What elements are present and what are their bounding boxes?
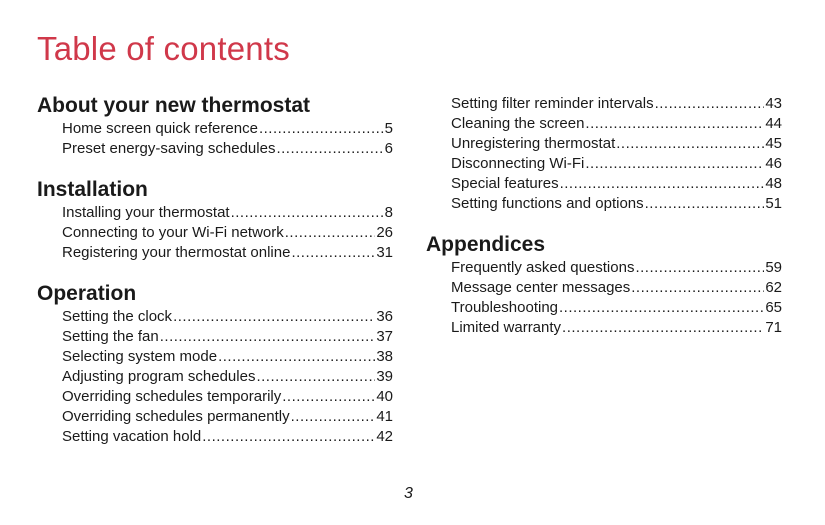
toc-section-installation <box>37 176 393 263</box>
page-title: Table of contents <box>37 30 290 67</box>
entry-page: 31 <box>376 244 393 261</box>
dot-leader <box>276 139 383 159</box>
toc-entry[interactable] <box>451 134 782 154</box>
toc-entry[interactable] <box>62 243 393 263</box>
dot-leader <box>173 307 375 327</box>
entry-page: 46 <box>765 155 782 172</box>
toc-entry[interactable] <box>451 194 782 214</box>
entry-title: Overriding schedules temporarily <box>62 388 282 405</box>
dot-leader <box>160 327 376 347</box>
entry-title: Troubleshooting <box>451 299 559 316</box>
dot-leader <box>291 407 376 427</box>
dot-leader <box>631 278 764 298</box>
toc-entry[interactable] <box>451 298 782 318</box>
page-number: 3 <box>404 485 413 502</box>
dot-leader <box>655 94 765 114</box>
entry-title: Unregistering thermostat <box>451 135 616 152</box>
toc-entry[interactable] <box>62 327 393 347</box>
toc-entry[interactable] <box>451 114 782 134</box>
entry-title: Cleaning the screen <box>451 115 585 132</box>
entry-page: 26 <box>376 224 393 241</box>
entry-page: 51 <box>765 195 782 212</box>
entry-page: 48 <box>765 175 782 192</box>
toc-entry[interactable] <box>451 174 782 194</box>
dot-leader <box>202 427 375 447</box>
dot-leader <box>231 203 384 223</box>
entry-title: Installing your thermostat <box>62 204 230 221</box>
entry-title: Setting the clock <box>62 308 173 325</box>
entry-title: Adjusting program schedules <box>62 368 256 385</box>
toc-entry[interactable] <box>62 119 393 139</box>
toc-left-column <box>37 92 393 464</box>
entry-page: 42 <box>376 428 393 445</box>
entry-title: Preset energy-saving schedules <box>62 140 276 157</box>
entry-title: Special features <box>451 175 559 192</box>
entry-title: Setting vacation hold <box>62 428 202 445</box>
entry-page: 41 <box>376 408 393 425</box>
entry-title: Limited warranty <box>451 319 562 336</box>
entry-title: Home screen quick reference <box>62 120 258 137</box>
dot-leader <box>562 318 764 338</box>
entry-page: 40 <box>376 388 393 405</box>
dot-leader <box>645 194 765 214</box>
dot-leader <box>616 134 764 154</box>
toc-entry[interactable] <box>62 427 393 447</box>
entry-title: Registering your thermostat online <box>62 244 291 261</box>
dot-leader <box>560 174 765 194</box>
entry-title: Disconnecting Wi-Fi <box>451 155 585 172</box>
entry-title: Selecting system mode <box>62 348 218 365</box>
entry-page: 62 <box>765 279 782 296</box>
entry-page: 8 <box>384 204 393 221</box>
section-heading: Installation <box>37 178 148 201</box>
toc-entry[interactable] <box>451 318 782 338</box>
toc-entry[interactable] <box>451 258 782 278</box>
dot-leader <box>585 154 764 174</box>
entry-page: 37 <box>376 328 393 345</box>
toc-entry[interactable] <box>451 154 782 174</box>
dot-leader <box>585 114 764 134</box>
dot-leader <box>256 367 375 387</box>
entry-title: Setting filter reminder intervals <box>451 95 654 112</box>
dot-leader <box>559 298 764 318</box>
dot-leader <box>259 119 384 139</box>
dot-leader <box>285 223 376 243</box>
entry-page: 5 <box>384 120 393 137</box>
entry-title: Setting the fan <box>62 328 159 345</box>
entry-page: 38 <box>376 348 393 365</box>
section-heading: Appendices <box>426 233 546 256</box>
section-heading: Operation <box>37 282 137 305</box>
entry-page: 45 <box>765 135 782 152</box>
toc-entry[interactable] <box>62 407 393 427</box>
toc-entry[interactable] <box>62 223 393 243</box>
toc-entry[interactable] <box>451 278 782 298</box>
entry-page: 39 <box>376 368 393 385</box>
entry-page: 71 <box>765 319 782 336</box>
entry-title: Frequently asked questions <box>451 259 635 276</box>
entry-title: Overriding schedules permanently <box>62 408 290 425</box>
toc-section-appendices <box>426 231 782 338</box>
entry-title: Message center messages <box>451 279 631 296</box>
toc-entry[interactable] <box>62 203 393 223</box>
entry-title: Connecting to your Wi-Fi network <box>62 224 284 241</box>
toc-entry[interactable] <box>62 347 393 367</box>
toc-entry[interactable] <box>62 307 393 327</box>
entry-page: 65 <box>765 299 782 316</box>
toc-section-operation-continued <box>426 94 782 214</box>
toc-entry[interactable] <box>62 387 393 407</box>
entry-page: 44 <box>765 115 782 132</box>
toc-section-about <box>37 92 393 159</box>
entry-page: 6 <box>384 140 393 157</box>
toc-entry[interactable] <box>62 139 393 159</box>
toc-entry[interactable] <box>62 367 393 387</box>
toc-right-column <box>426 94 782 355</box>
entry-title: Setting functions and options <box>451 195 644 212</box>
dot-leader <box>282 387 375 407</box>
dot-leader <box>218 347 375 367</box>
entry-page: 59 <box>765 259 782 276</box>
entry-page: 36 <box>376 308 393 325</box>
dot-leader <box>635 258 764 278</box>
section-heading: About your new thermostat <box>37 94 311 117</box>
toc-section-operation <box>37 280 393 447</box>
toc-entry[interactable] <box>451 94 782 114</box>
dot-leader <box>291 243 375 263</box>
entry-page: 43 <box>765 95 782 112</box>
